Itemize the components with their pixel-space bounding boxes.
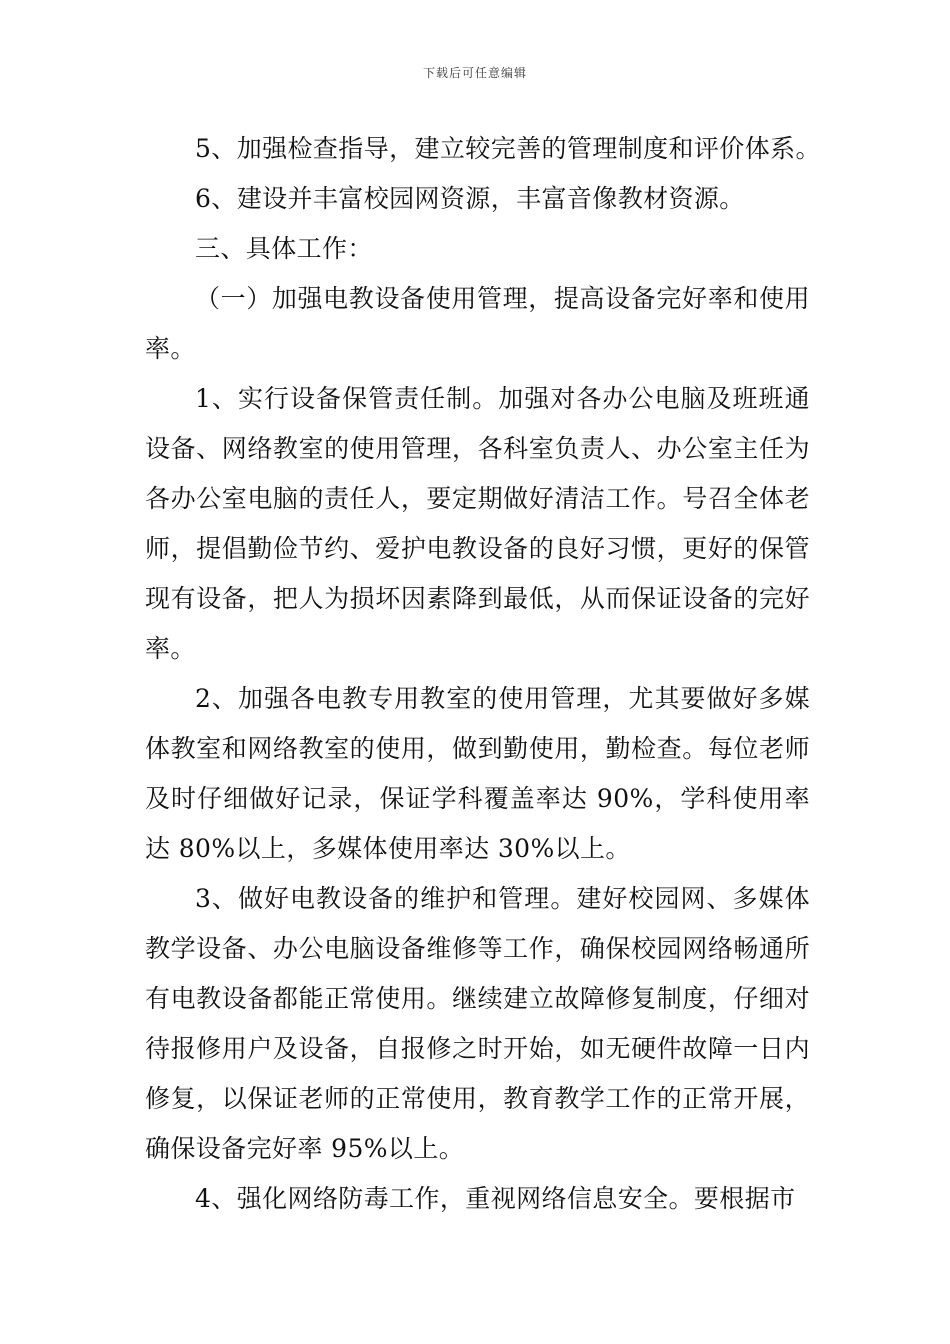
- page-header-note: 下载后可任意编辑: [422, 66, 527, 80]
- paragraph-item-2: 2、加强各电教专用教室的使用管理，尤其要做好多媒体教室和网络教室的使用，做到勤使用，勤检查。每位老师及时仔细做好记录，保证学科覆盖率达 90%，学科使用率达 80%以上，多媒体使用率达 30%以上。: [145, 684, 810, 863]
- paragraph-item-1: 1、实行设备保管责任制。加强对各办公电脑及班班通设备、网络教室的使用管理，各科室负责人、办公室主任为各办公室电脑的责任人，要定期做好清洁工作。号召全体老师，提倡勤俭节约、爱护电教设备的良好习惯，更好的保管现有设备，把人为损坏因素降到最低，从而保证设备的完好率。: [145, 384, 810, 663]
- document-body: [145, 124, 821, 1224]
- subsection-heading-equipment-management: （一）加强电教设备使用管理，提高设备完好率和使用率。: [145, 284, 810, 363]
- paragraph-item-4: 4、强化网络防毒工作，重视网络信息安全。要根据市: [195, 1184, 796, 1213]
- section-heading-specific-work: 三、具体工作：: [195, 234, 373, 263]
- paragraph-item-3: 3、做好电教设备的维护和管理。建好校园网、多媒体教学设备、办公电脑设备维修等工作，确保校园网络畅通所有电教设备都能正常使用。继续建立故障修复制度，仔细对待报修用户及设备，自报修之时开始，如无硬件故障一日内修复，以保证老师的正常使用，教育教学工作的正常开展，确保设备完好率 95%以上。: [145, 884, 810, 1163]
- paragraph-goal-6: 6、建设并丰富校园网资源，丰富音像教材资源。: [195, 184, 745, 213]
- paragraph-goal-5: 5、加强检查指导，建立较完善的管理制度和评价体系。: [195, 134, 821, 163]
